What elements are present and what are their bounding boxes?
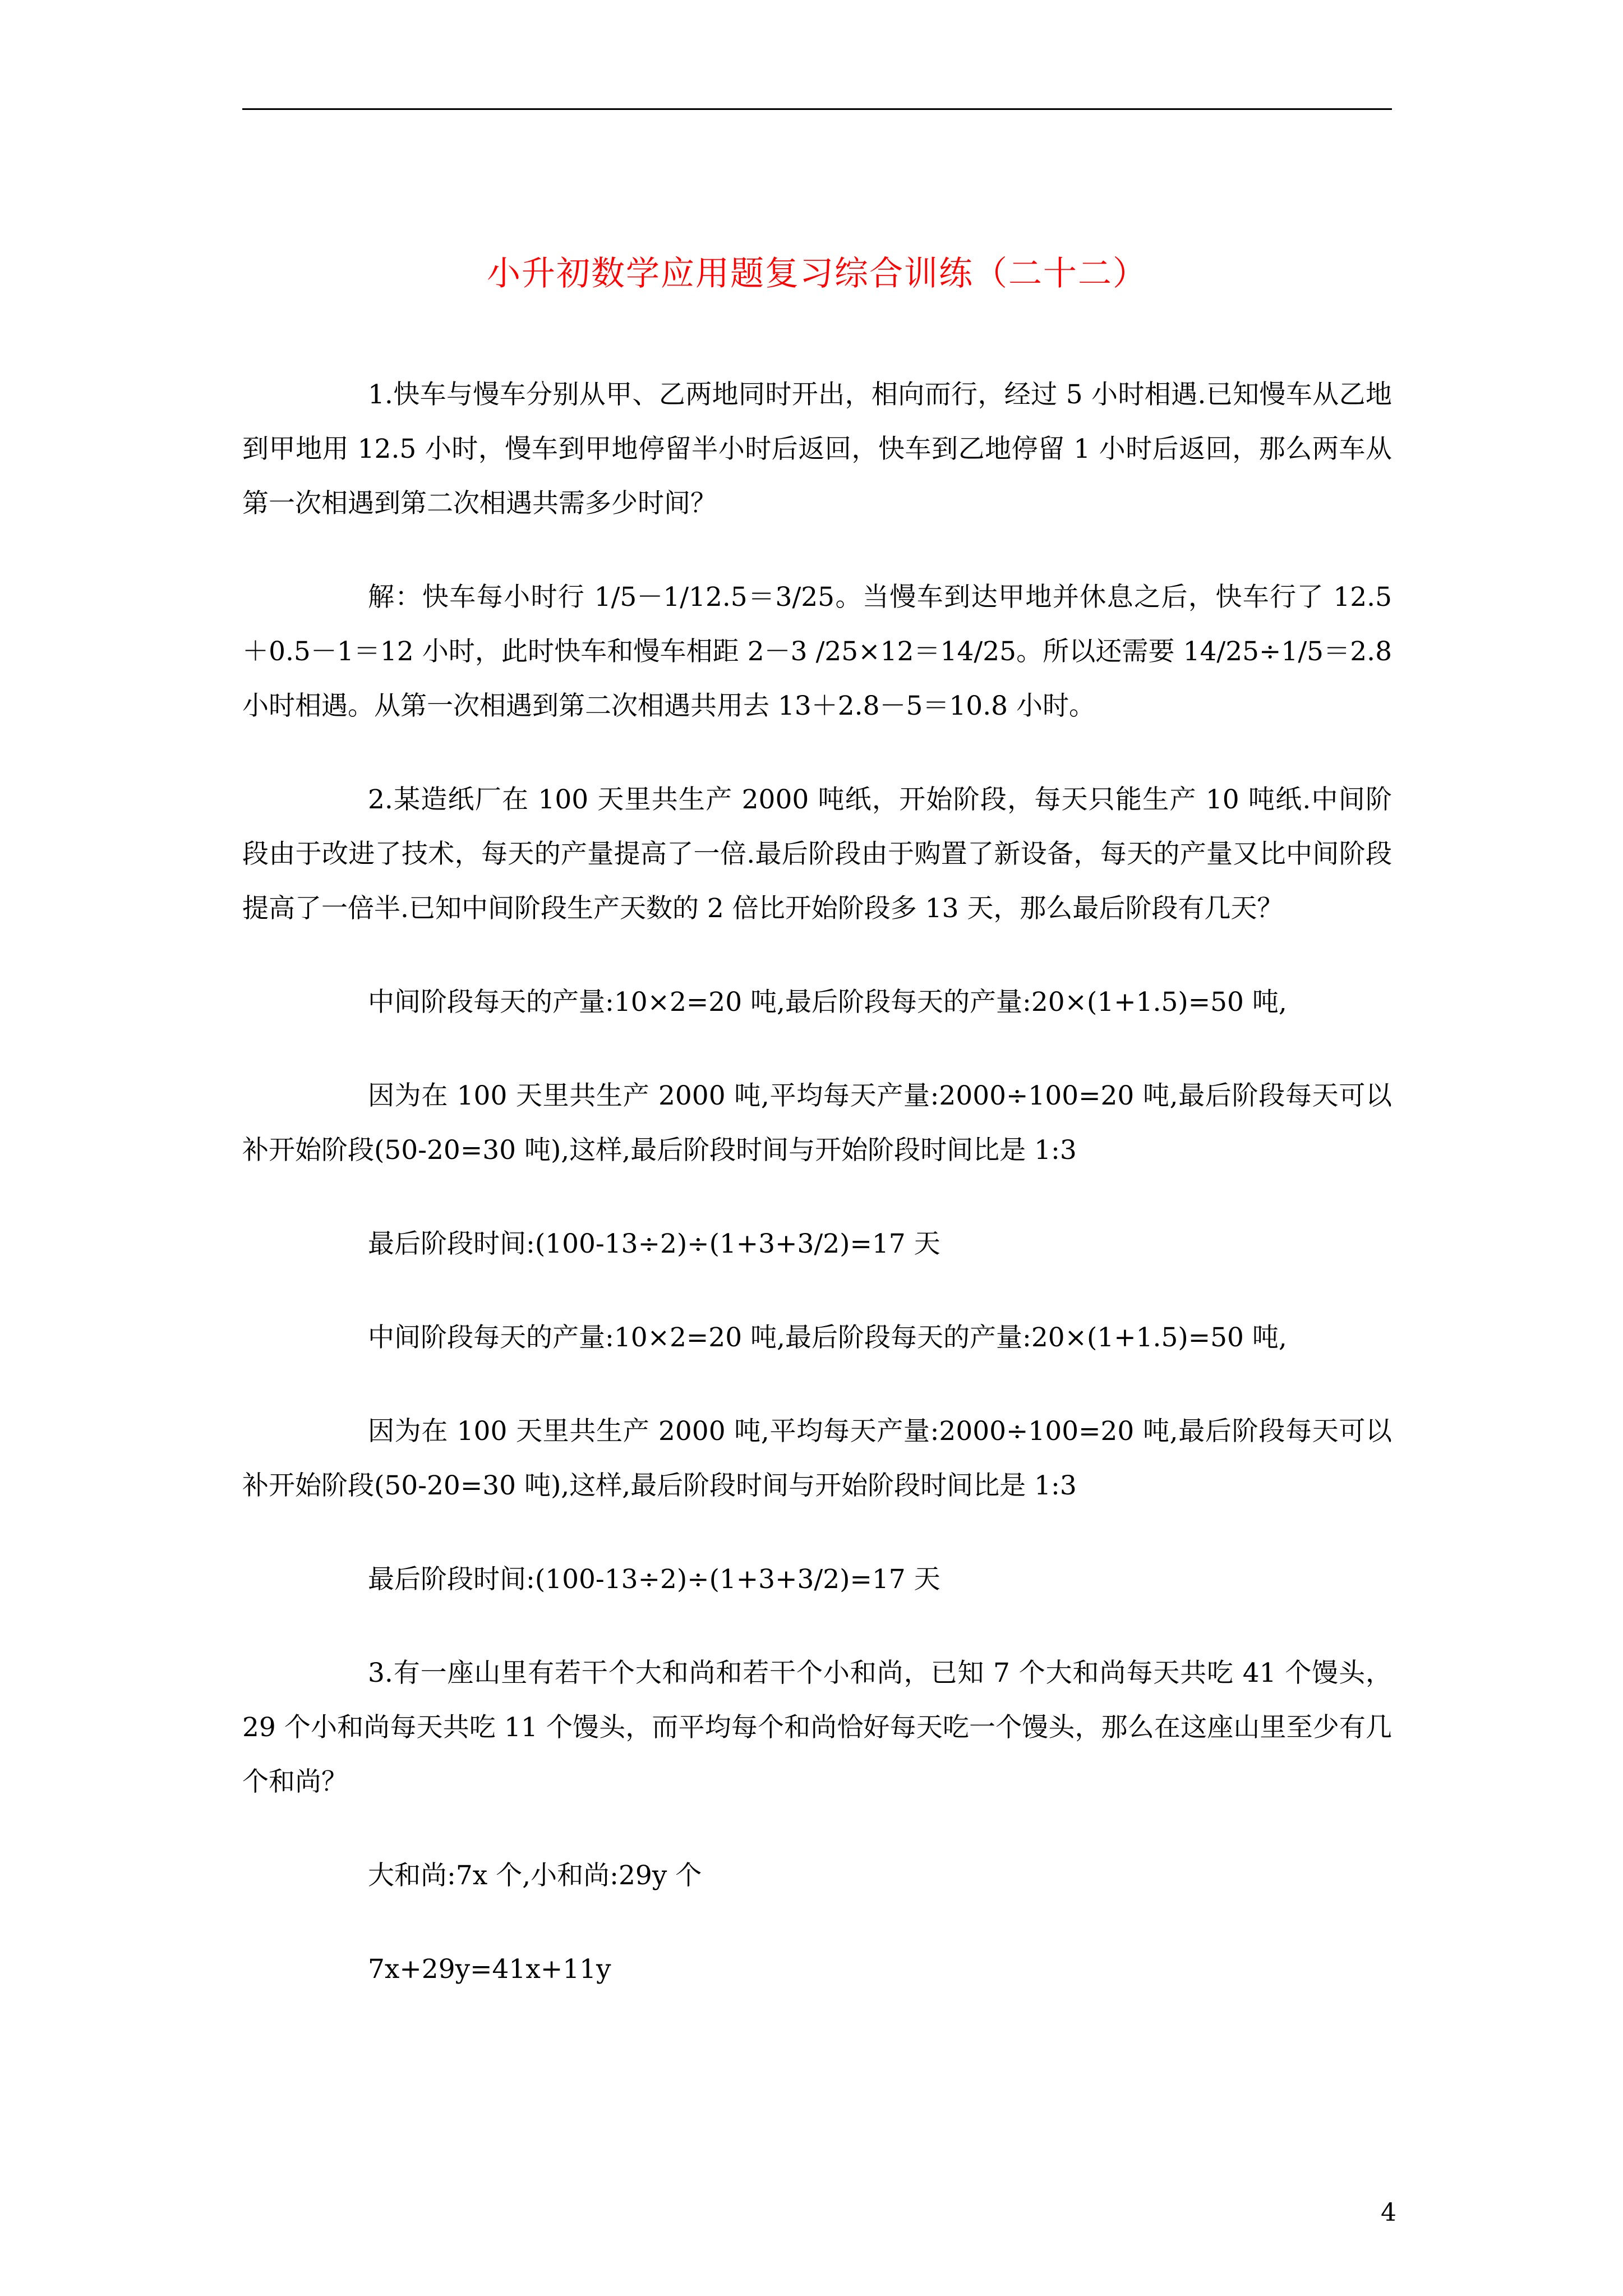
- paragraph: 中间阶段每天的产量:10×2=20 吨,最后阶段每天的产量:20×(1+1.5)=50 吨,: [368, 987, 1287, 1018]
- document-title: 小升初数学应用题复习综合训练（二十二）: [487, 254, 1147, 293]
- paragraph: 因为在 100 天里共生产 2000 吨,平均每天产量:2000÷100=20 吨,最后阶段每天可以补开始阶段(50-20=30 吨),这样,最后阶段时间与开始阶段时间比是 1:3: [242, 1080, 1392, 1166]
- paragraph: 解：快车每小时行 1/5－1/12.5＝3/25。当慢车到达甲地并休息之后，快车行了 12.5＋0.5－1＝12 小时，此时快车和慢车相距 2－3 /25×12＝14/25。所以还需要 14/25÷1/5＝2.8 小时相遇。从第一次相遇到第二次相遇共用去 13＋2.8－5＝10.8 小时。: [242, 582, 1392, 721]
- paragraph: 中间阶段每天的产量:10×2=20 吨,最后阶段每天的产量:20×(1+1.5)=50 吨,: [368, 1322, 1287, 1353]
- paragraph: 7x+29y=41x+11y: [368, 1954, 611, 1985]
- paragraph: 最后阶段时间:(100-13÷2)÷(1+3+3/2)=17 天: [368, 1228, 940, 1259]
- paragraph: 3.有一座山里有若干个大和尚和若干个小和尚，已知 7 个大和尚每天共吃 41 个馒头，29 个小和尚每天共吃 11 个馒头，而平均每个和尚恰好每天吃一个馒头，那么在这座山里至少有几个和尚？: [242, 1658, 1392, 1797]
- paragraph: 大和尚:7x 个,小和尚:29y 个: [368, 1860, 702, 1891]
- header-rule: [242, 108, 1392, 110]
- paragraph: 1.快车与慢车分别从甲、乙两地同时开出，相向而行，经过 5 小时相遇.已知慢车从乙地到甲地用 12.5 小时，慢车到甲地停留半小时后返回，快车到乙地停留 1 小时后返回，那么两车从第一次相遇到第二次相遇共需多少时间？: [242, 379, 1392, 519]
- paragraph: 因为在 100 天里共生产 2000 吨,平均每天产量:2000÷100=20 吨,最后阶段每天可以补开始阶段(50-20=30 吨),这样,最后阶段时间与开始阶段时间比是 1:3: [242, 1416, 1392, 1501]
- page-number: 4: [1381, 2198, 1396, 2227]
- paragraph: 2.某造纸厂在 100 天里共生产 2000 吨纸，开始阶段，每天只能生产 10 吨纸.中间阶段由于改进了技术，每天的产量提高了一倍.最后阶段由于购置了新设备，每天的产量又比中间阶段提高了一倍半.已知中间阶段生产天数的 2 倍比开始阶段多 13 天，那么最后阶段有几天？: [242, 784, 1392, 924]
- paragraph: 最后阶段时间:(100-13÷2)÷(1+3+3/2)=17 天: [368, 1564, 940, 1595]
- document-body: [242, 367, 1392, 2036]
